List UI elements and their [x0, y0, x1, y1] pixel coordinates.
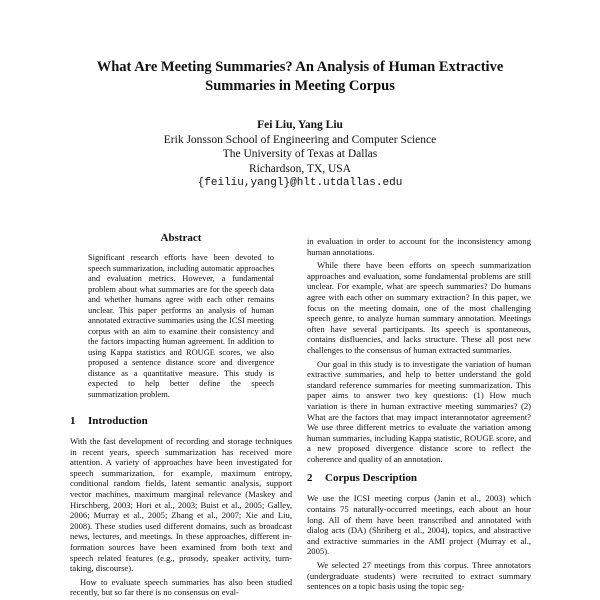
author-affiliation: Erik Jonsson School of Engineering and Computer Science: [163, 133, 437, 146]
section-number: 1: [70, 415, 76, 427]
section-title: Introduction: [88, 415, 148, 427]
intro-paragraph-1: With the fast development of recording and storage techniques in recent years, speech summarization has received more attention. A variety of approaches have been investigated for speech summarization, for example, maximum entropy, conditional random fields, latent semantic analysis, support vector machines, maximum marginal relevance (Maskey and Hirschberg, 2003; Hori et al., 2003; Buist et al., 2005; Galley, 2006; Murray et al., 2005; Zhang et al., 2007; Xie and Liu, 2008). These studies used different domains, such as broadcast news, lectures, and meetings. In these approaches, different information sources have been examined from both text and speech related features (e.g., prosody, speaker activity, turn-taking, discourse).: [70, 436, 292, 574]
section-title: Corpus Description: [325, 472, 417, 485]
author-university: The University of Texas at Dallas: [222, 148, 378, 160]
abstract-text: Significant research efforts have been devoted to speech summarization, including automatic approaches and evaluation metrics. However, a fundamental problem about what summaries are for the speech data and whether humans agree with each other remains unclear. This paper performs an analysis of human annotated extractive summaries using the ICSI meeting corpus with an aim to examine their consistency and the factors impacting human agreement. In addition to using Kappa statistics and ROUGE scores, we also proposed a sentence distance score and divergence distance as a quantitative measure. This study is expected to help better define the speech summarization problem.: [88, 253, 274, 399]
corpus-paragraph-2: We selected 27 meetings from this corpus. Three annotators (undergraduate students) were recruited to extract summary sentences on a topic basis using the topic seg-: [307, 560, 531, 592]
corpus-paragraph-1: We use the ICSI meeting corpus (Janin et al., 2003) which contains 75 naturally-occurred meetings, each about an hour long. All of them have been transcribed and annotated with dialog acts (DA) (Shriberg et al., 2004), topics, and abstractive and extractive summaries in the AMI project (Murray et al., 2005).: [307, 493, 531, 557]
left-column: [70, 232, 292, 598]
right-column: [307, 236, 531, 592]
author-email: {feiliu,yangl}@hlt.utdallas.edu: [197, 177, 403, 189]
author-block: [100, 118, 500, 191]
author-location: Richardson, TX, USA: [248, 162, 351, 175]
abstract-heading: Abstract: [160, 232, 202, 244]
section-heading-introduction: [70, 415, 292, 427]
intro-paragraph-2: How to evaluate speech summaries has also been studied recently, but so far there is no consensus on eval-: [70, 576, 292, 598]
intro-paragraph-3: While there have been efforts on speech summarization approaches and evaluation, some fundamental problems are still unclear. For example, what are speech summaries? Do humans agree with each other on summary extraction? In this paper, we focus on the meeting domain, one of the most challenging speech genre, to analyze human summary annotation. Meetings often have several participants. Its speech is spontaneous, contains disfluencies, and lacks structure. These all post new challenges to the consensus of human extracted summaries.: [307, 260, 531, 355]
intro-paragraph-4: Our goal in this study is to investigate the variation of human extractive summaries, and help to better understand the gold standard reference summaries for meeting summarization. This paper aims to answer two key questions: (1) How much variation is there in human extractive meeting summaries? (2) What are the factors that may impact interannotator agreement? We use three different metrics to evaluate the variation among human summaries, including Kappa statistic, ROUGE score, and a new proposed divergence distance score to reflect the coherence and quality of an annotation.: [307, 358, 531, 464]
section-number: 2: [307, 472, 313, 485]
intro-paragraph-2-continued: in evaluation in order to account for the inconsistency among human annotations.: [307, 236, 531, 257]
paper-title: What Are Meeting Summaries? An Analysis of Human Extractive Summaries in Meeting Corpus: [96, 59, 504, 94]
section-heading-corpus-description: [307, 472, 531, 484]
author-names: Fei Liu, Yang Liu: [257, 119, 343, 131]
